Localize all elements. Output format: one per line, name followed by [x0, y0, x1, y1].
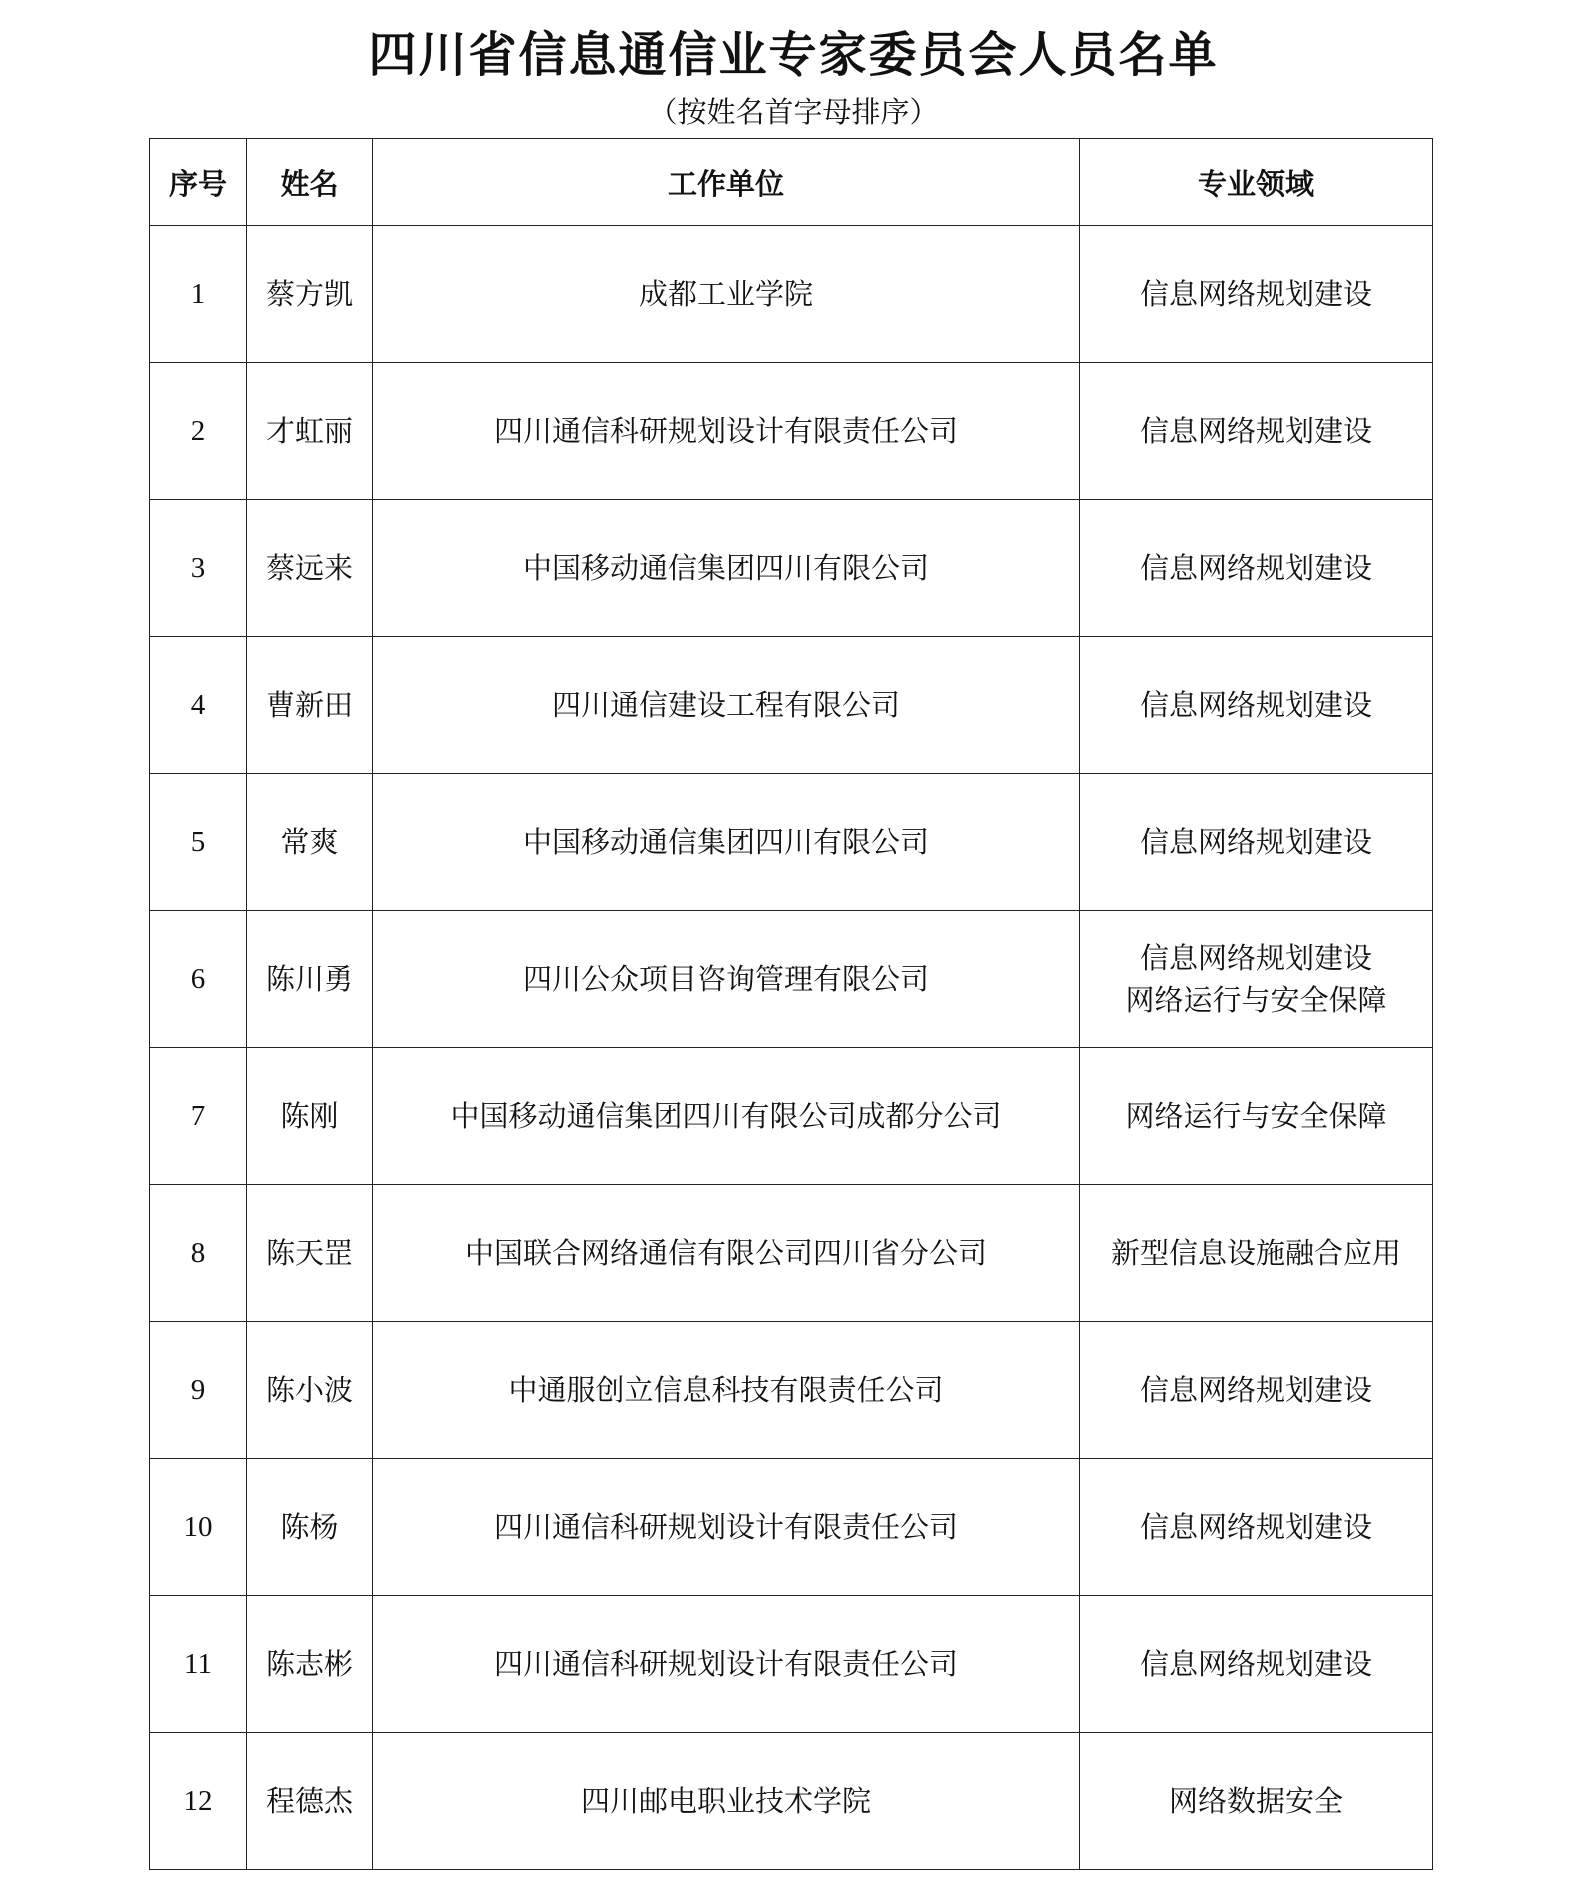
cell-field: [1080, 1185, 1433, 1322]
field-line: 新型信息设施融合应用: [1110, 1236, 1401, 1270]
cell-no: 8: [150, 1185, 247, 1322]
cell-unit: 中通服创立信息科技有限责任公司: [373, 1322, 1080, 1459]
cell-no: 1: [150, 226, 247, 363]
cell-unit: 四川通信建设工程有限公司: [373, 637, 1080, 774]
cell-no: 6: [150, 911, 247, 1048]
cell-name: 才虹丽: [247, 363, 373, 500]
table-row: [150, 1185, 1433, 1322]
cell-no: 10: [150, 1459, 247, 1596]
cell-no: 11: [150, 1596, 247, 1733]
cell-field: [1080, 1322, 1433, 1459]
field-line: 信息网络规划建设: [1139, 1510, 1372, 1544]
field-line: 网络数据安全: [1168, 1784, 1343, 1818]
cell-name: 程德杰: [247, 1733, 373, 1870]
cell-no: 12: [150, 1733, 247, 1870]
table-row: [150, 1322, 1433, 1459]
cell-no: 7: [150, 1048, 247, 1185]
cell-field: [1080, 1048, 1433, 1185]
cell-unit: 四川通信科研规划设计有限责任公司: [373, 1596, 1080, 1733]
cell-name: 陈天罡: [247, 1185, 373, 1322]
table-row: [150, 500, 1433, 637]
cell-no: 3: [150, 500, 247, 637]
table-row: [150, 226, 1433, 363]
cell-unit: 中国移动通信集团四川有限公司: [373, 774, 1080, 911]
field-line: 信息网络规划建设: [1139, 414, 1372, 448]
table-row: [150, 1048, 1433, 1185]
cell-field: [1080, 500, 1433, 637]
table-header-row: [150, 139, 1433, 226]
cell-name: 陈川勇: [247, 911, 373, 1048]
cell-unit: 成都工业学院: [373, 226, 1080, 363]
field-line: 信息网络规划建设: [1139, 1373, 1372, 1407]
cell-unit: 中国联合网络通信有限公司四川省分公司: [373, 1185, 1080, 1322]
field-line: 网络运行与安全保障: [1125, 1099, 1387, 1133]
table-row: [150, 911, 1433, 1048]
field-line: 信息网络规划建设: [1139, 825, 1372, 859]
cell-unit: 四川通信科研规划设计有限责任公司: [373, 1459, 1080, 1596]
document-title: 四川省信息通信业专家委员会人员名单: [368, 27, 1219, 83]
field-line: 信息网络规划建设: [1139, 551, 1372, 585]
cell-unit: 四川邮电职业技术学院: [373, 1733, 1080, 1870]
header-field: 专业领域: [1080, 139, 1433, 226]
cell-unit: 中国移动通信集团四川有限公司: [373, 500, 1080, 637]
document-subtitle: （按姓名首字母排序）: [648, 95, 939, 129]
cell-unit: 四川公众项目咨询管理有限公司: [373, 911, 1080, 1048]
table-row: [150, 1459, 1433, 1596]
cell-name: 陈志彬: [247, 1596, 373, 1733]
table-row: [150, 1733, 1433, 1870]
cell-name: 陈刚: [247, 1048, 373, 1185]
cell-name: 陈小波: [247, 1322, 373, 1459]
cell-no: 2: [150, 363, 247, 500]
cell-name: 曹新田: [247, 637, 373, 774]
expert-roster-table: [149, 138, 1433, 1870]
cell-no: 9: [150, 1322, 247, 1459]
cell-field: [1080, 1459, 1433, 1596]
cell-unit: 四川通信科研规划设计有限责任公司: [373, 363, 1080, 500]
table-row: [150, 363, 1433, 500]
header-unit: 工作单位: [373, 139, 1080, 226]
header-no: 序号: [150, 139, 247, 226]
cell-field: [1080, 637, 1433, 774]
cell-field: [1080, 774, 1433, 911]
table-row: [150, 774, 1433, 911]
table-body: [150, 226, 1433, 1870]
cell-field: [1080, 911, 1433, 1048]
cell-field: [1080, 363, 1433, 500]
cell-name: 陈杨: [247, 1459, 373, 1596]
cell-field: [1080, 1596, 1433, 1733]
cell-name: 蔡方凯: [247, 226, 373, 363]
cell-no: 5: [150, 774, 247, 911]
header-name: 姓名: [247, 139, 373, 226]
table-row: [150, 1596, 1433, 1733]
field-line: 信息网络规划建设: [1139, 277, 1372, 311]
field-line: 信息网络规划建设: [1139, 688, 1372, 722]
cell-name: 常爽: [247, 774, 373, 911]
table-row: [150, 637, 1433, 774]
field-line: 信息网络规划建设: [1139, 1647, 1372, 1681]
cell-field: [1080, 226, 1433, 363]
cell-no: 4: [150, 637, 247, 774]
field-line: 信息网络规划建设: [1139, 941, 1372, 975]
field-line: 网络运行与安全保障: [1125, 983, 1387, 1017]
cell-field: [1080, 1733, 1433, 1870]
cell-name: 蔡远来: [247, 500, 373, 637]
cell-unit: 中国移动通信集团四川有限公司成都分公司: [373, 1048, 1080, 1185]
